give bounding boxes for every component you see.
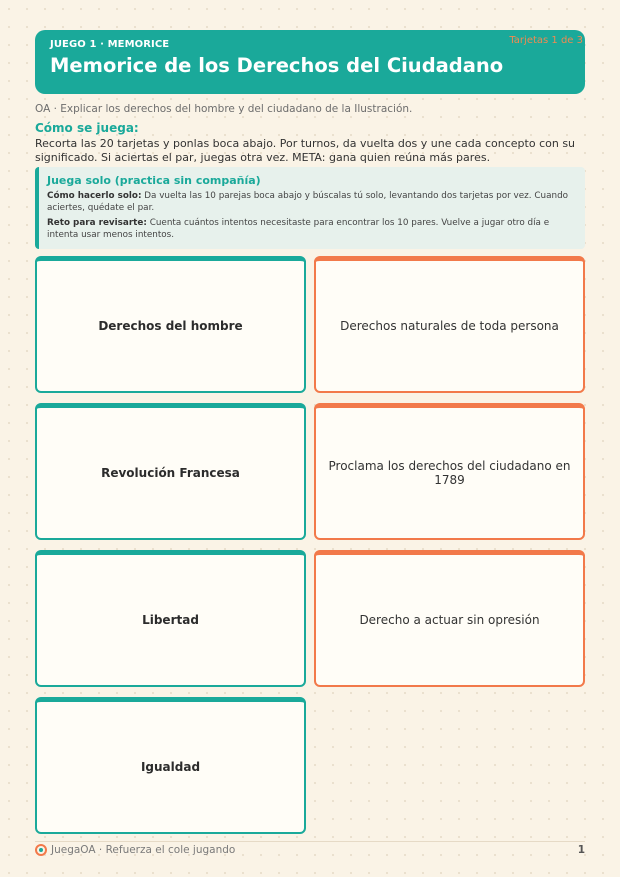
concept-card: Derechos del hombre	[35, 256, 306, 393]
definition-card: Derecho a actuar sin opresión	[314, 550, 585, 687]
header-banner	[35, 30, 585, 94]
concept-card: Libertad	[35, 550, 306, 687]
solo-how-label: Cómo hacerlo solo:	[47, 191, 142, 201]
solo-title: Juega solo (practica sin compañía)	[47, 174, 261, 187]
definition-card: Proclama los derechos del ciudadano en 1789	[314, 403, 585, 540]
solo-play-box	[35, 167, 585, 249]
page-title: Memorice de los Derechos del Ciudadano	[50, 54, 504, 77]
how-to-play-title: Cómo se juega:	[35, 121, 139, 135]
footer	[35, 844, 235, 856]
concept-card: Igualdad	[35, 697, 306, 834]
page-tag: Tarjetas 1 de 3	[509, 35, 583, 46]
page-number: 1	[577, 844, 585, 856]
solo-how-text: Da vuelta las 10 parejas boca abajo y búscalas tú solo, levantando dos tarjetas por vez. Cuando aciertes, quédate el par.	[47, 191, 569, 213]
solo-how-line	[47, 190, 575, 214]
footer-divider	[35, 841, 585, 842]
solo-challenge-line	[47, 217, 575, 241]
solo-challenge-text: Cuenta cuántos intentos necesitaste para encontrar los 10 pares. Vuelve a jugar otro día e intenta usar menos intentos.	[47, 218, 550, 240]
concept-card: Revolución Francesa	[35, 403, 306, 540]
definition-card: Derechos naturales de toda persona	[314, 256, 585, 393]
game-label: JUEGO 1 · MEMORICE	[50, 39, 170, 50]
solo-challenge-label: Reto para revisarte:	[47, 218, 147, 228]
learning-objective: OA · Explicar los derechos del hombre y del ciudadano de la Ilustración.	[35, 103, 413, 115]
footer-brand: JuegaOA · Refuerza el cole jugando	[51, 844, 236, 856]
brand-logo-icon	[35, 844, 47, 856]
how-to-play-text: Recorta las 20 tarjetas y ponlas boca abajo. Por turnos, da vuelta dos y une cada concepto con su significado. Si aciertas el par, juegas otra vez. META: gana quien reúna más pares.	[35, 137, 576, 164]
